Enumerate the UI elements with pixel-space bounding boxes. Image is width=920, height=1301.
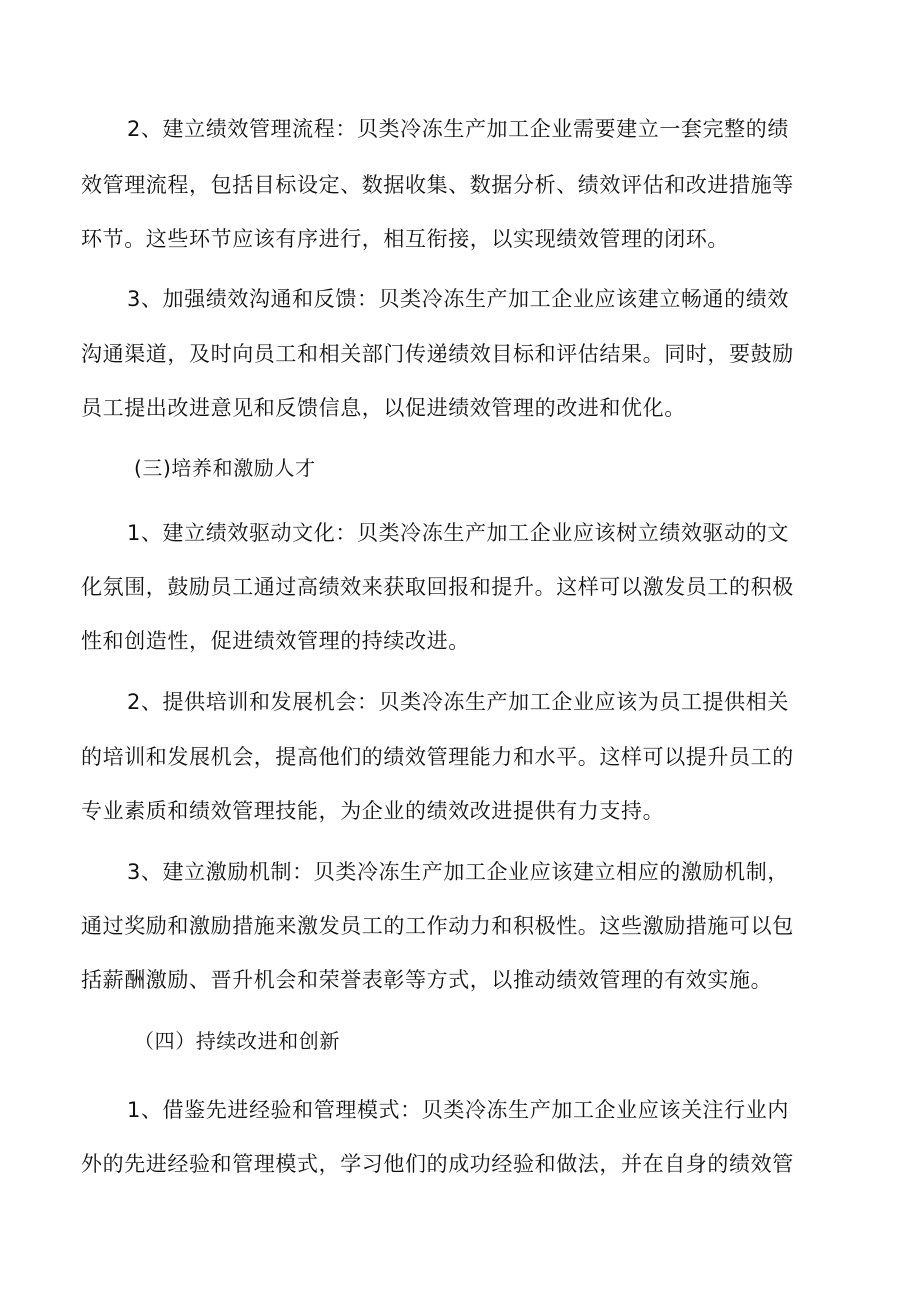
paragraph-line: 3、加强绩效沟通和反馈：贝类冷冻生产加工企业应该建立畅通的绩效 bbox=[127, 287, 789, 311]
paragraph-line: 3、建立激励机制：贝类冷冻生产加工企业应该建立相应的激励机制， bbox=[127, 860, 789, 884]
paragraph-line: 的培训和发展机会，提高他们的绩效管理能力和水平。这样可以提升员工的 bbox=[81, 745, 794, 769]
paragraph-line: 1、建立绩效驱动文化：贝类冷冻生产加工企业应该树立绩效驱动的文 bbox=[127, 521, 789, 545]
paragraph-line: 沟通渠道，及时向员工和相关部门传递绩效目标和评估结果。同时，要鼓励 bbox=[81, 342, 794, 366]
paragraph-line: 效管理流程，包括目标设定、数据收集、数据分析、绩效评估和改进措施等 bbox=[81, 173, 794, 197]
paragraph-line: 化氛围，鼓励员工通过高绩效来获取回报和提升。这样可以激发员工的积极 bbox=[81, 575, 794, 599]
paragraph-line: 性和创造性，促进绩效管理的持续改进。 bbox=[81, 629, 470, 653]
section-heading: (三)培养和激励人才 bbox=[134, 456, 316, 480]
paragraph-line: 2、提供培训和发展机会：贝类冷冻生产加工企业应该为员工提供相关 bbox=[127, 690, 789, 714]
paragraph-line: 括薪酬激励、晋升机会和荣誉表彰等方式，以推动绩效管理的有效实施。 bbox=[81, 968, 773, 992]
paragraph-line: 员工提出改进意见和反馈信息，以促进绩效管理的改进和优化。 bbox=[81, 396, 686, 420]
paragraph-line: 通过奖励和激励措施来激发员工的工作动力和积极性。这些激励措施可以包 bbox=[81, 914, 794, 938]
paragraph-line: 2、建立绩效管理流程：贝类冷冻生产加工企业需要建立一套完整的绩 bbox=[127, 117, 789, 141]
section-heading: （四）持续改进和创新 bbox=[134, 1029, 340, 1053]
paragraph-line: 专业素质和绩效管理技能，为企业的绩效改进提供有力支持。 bbox=[81, 799, 665, 823]
paragraph-line: 环节。这些环节应该有序进行，相互衔接，以实现绩效管理的闭环。 bbox=[81, 227, 729, 251]
paragraph-line: 1、借鉴先进经验和管理模式：贝类冷冻生产加工企业应该关注行业内 bbox=[127, 1098, 789, 1122]
paragraph-line: 外的先进经验和管理模式，学习他们的成功经验和做法，并在自身的绩效管 bbox=[81, 1152, 794, 1176]
